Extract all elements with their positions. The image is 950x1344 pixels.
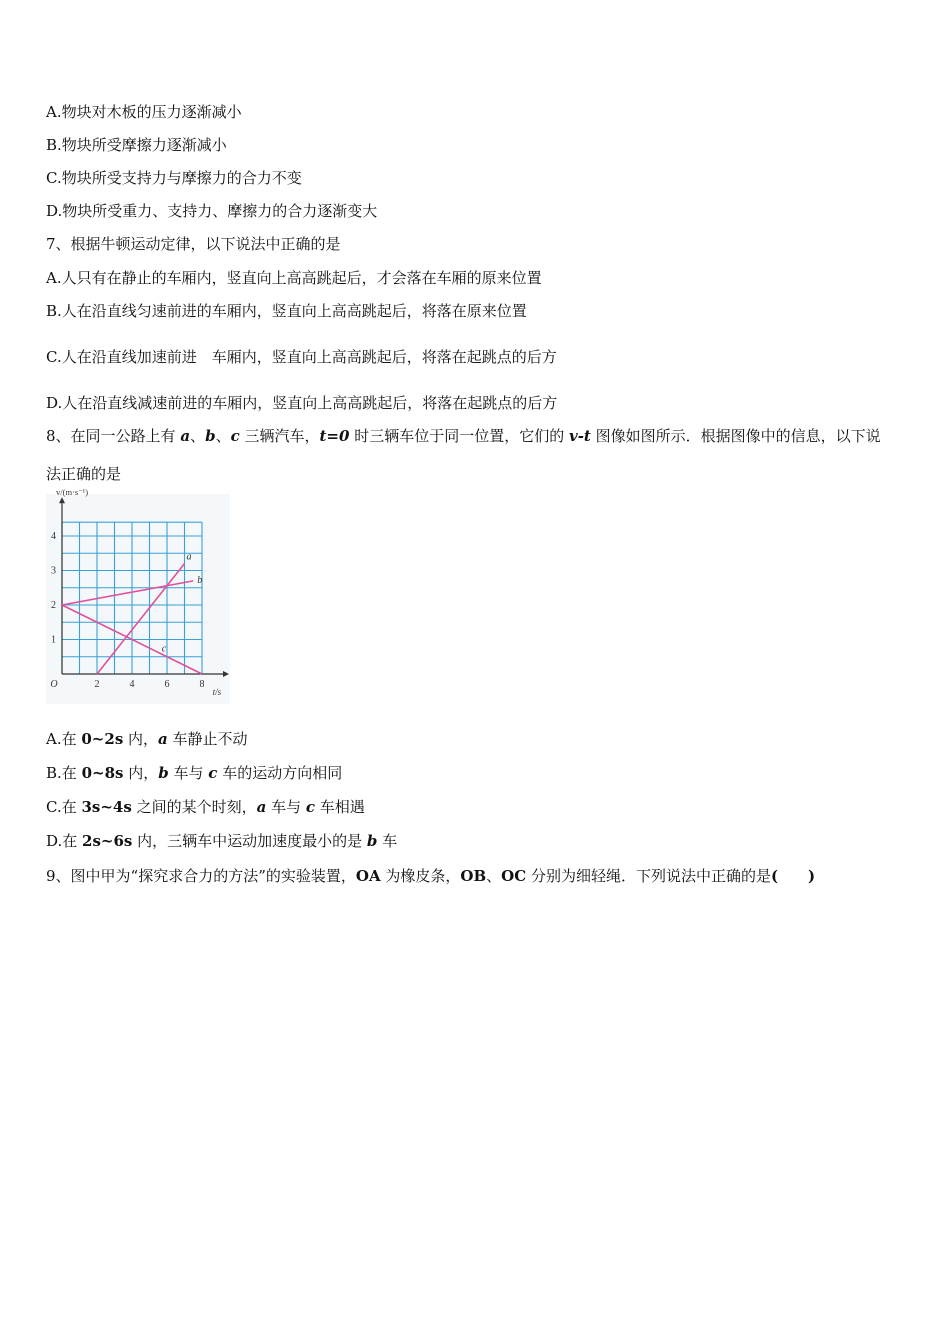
y-tick-label: 1 — [51, 634, 56, 646]
opt-text: C.在 — [46, 798, 82, 816]
opt-var: c — [305, 798, 316, 816]
q8-text: 三辆汽车， — [239, 427, 320, 445]
opt-text: 车的运动方向相同 — [217, 764, 343, 782]
x-tick-label: 8 — [199, 679, 205, 690]
q8-option-b — [46, 763, 342, 783]
q8-option-a — [46, 729, 248, 749]
q8-vt: v-t — [568, 427, 591, 445]
opt-text: 车静止不动 — [167, 730, 248, 748]
opt-var: b — [158, 764, 169, 782]
q8-stem-line1 — [46, 426, 881, 446]
q9-oa: OA — [355, 867, 381, 885]
q7-stem: 7、根据牛顿运动定律，以下说法中正确的是 — [46, 235, 341, 253]
opt-text: 内，三辆车中运动加速度最小的是 — [132, 832, 367, 850]
opt-var: c — [208, 764, 218, 782]
opt-var: a — [256, 798, 267, 816]
q9-stem — [46, 866, 815, 886]
opt-var: b — [366, 832, 378, 850]
opt-text: 车相遇 — [315, 798, 365, 816]
q8-text: 、 — [190, 427, 206, 445]
q9-text: 9、图中甲为“探究求合力的方法”的实验装置， — [46, 867, 356, 885]
q6-option-d: D.物块所受重力、支持力、摩擦力的合力逐渐变大 — [46, 202, 378, 220]
q6-option-c: C.物块所受支持力与摩擦力的合力不变 — [46, 169, 302, 187]
x-tick-label: 4 — [129, 679, 135, 690]
q8-text: 8、在同一公路上有 — [46, 427, 181, 445]
x-axis-label: t/s — [212, 687, 222, 697]
opt-text: 内， — [123, 730, 159, 748]
q9-oc: OC — [501, 867, 527, 885]
series-label-b: b — [197, 574, 203, 586]
q9-text: 分别为细轻绳．下列说法中正确的是 — [526, 867, 771, 885]
opt-text: 车与 — [266, 798, 306, 816]
opt-text: 车 — [377, 832, 398, 850]
opt-range: 0~8s — [81, 764, 124, 782]
opt-text: B.在 — [46, 764, 82, 782]
q8-var-c: c — [230, 427, 240, 445]
origin-label: O — [50, 679, 58, 690]
q8-var-a: a — [180, 427, 191, 445]
series-label-c: c — [161, 643, 167, 655]
q8-text: 时三辆车位于同一位置，它们的 — [349, 427, 569, 445]
q8-stem-line2: 法正确的是 — [46, 465, 122, 483]
q8-text: 、 — [215, 427, 231, 445]
q7-option-d: D.人在沿直线减速前进的车厢内，竖直向上高高跳起后，将落在起跳点的后方 — [46, 394, 558, 412]
opt-text: 车与 — [168, 764, 209, 782]
q8-option-c — [46, 797, 365, 817]
opt-range: 2s~6s — [82, 832, 133, 850]
q7-option-b: B.人在沿直线匀速前进的车厢内，竖直向上高高跳起后，将落在原来位置 — [46, 302, 527, 320]
q8-text: 图像如图所示．根据图像中的信息，以下说 — [590, 427, 881, 445]
q6-option-b: B.物块所受摩擦力逐渐减小 — [46, 136, 227, 154]
q7-option-c: C.人在沿直线加速前进 车厢内，竖直向上高高跳起后，将落在起跳点的后方 — [46, 348, 557, 366]
opt-text: A.在 — [46, 730, 82, 748]
q7-option-a: A.人只有在静止的车厢内，竖直向上高高跳起后，才会落在车厢的原来位置 — [46, 269, 542, 287]
opt-text: 内， — [123, 764, 159, 782]
q9-paren: ( ) — [770, 867, 816, 885]
vt-chart — [46, 486, 230, 704]
q9-text: 为橡皮条， — [380, 867, 461, 885]
y-tick-label: 2 — [51, 600, 56, 611]
q6-option-a: A.物块对木板的压力逐渐减小 — [46, 103, 242, 121]
opt-text: 之间的某个时刻， — [131, 798, 257, 816]
q8-option-d — [46, 831, 397, 851]
opt-range: 0~2s — [81, 730, 124, 748]
q8-t0: t=0 — [319, 427, 350, 445]
y-tick-label: 4 — [51, 531, 56, 542]
q9-ob: OB — [460, 867, 487, 885]
opt-var: a — [158, 730, 168, 748]
q8-var-b: b — [205, 427, 216, 445]
q9-text: 、 — [486, 867, 502, 885]
opt-range: 3s~4s — [81, 798, 132, 816]
y-axis-label: v/(m·s⁻¹) — [56, 486, 89, 497]
x-tick-label: 6 — [164, 679, 170, 690]
y-tick-label: 3 — [51, 565, 56, 577]
opt-text: D.在 — [46, 832, 83, 850]
series-label-a: a — [186, 551, 192, 563]
x-tick-label: 2 — [94, 679, 100, 690]
